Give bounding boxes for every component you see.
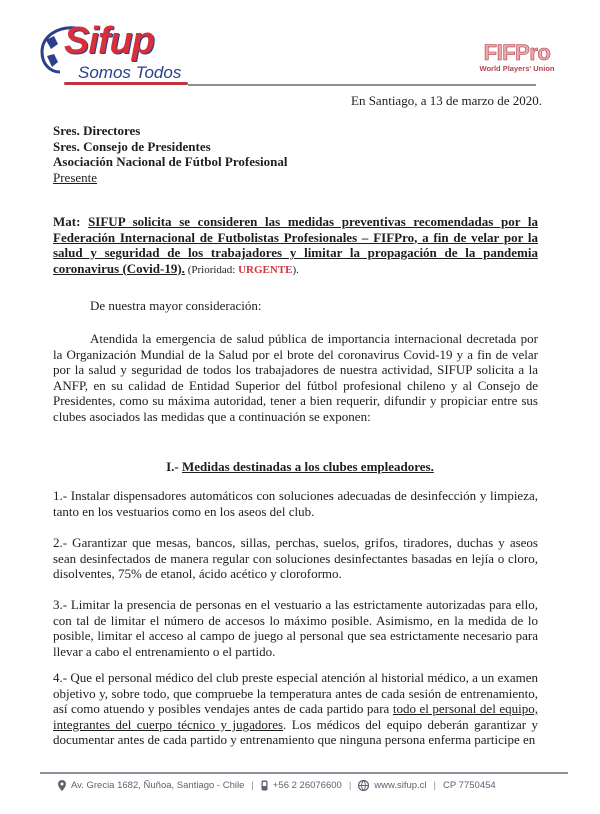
logo-swoosh — [64, 82, 188, 85]
subject-block — [53, 214, 538, 278]
priority-value: URGENTE — [238, 263, 293, 276]
footer-address: Av. Grecia 1682, Ñuñoa, Santiago - Chile — [71, 780, 245, 791]
greeting: De nuestra mayor consideración: — [90, 298, 262, 313]
addressee-line: Sres. Consejo de Presidentes — [53, 138, 211, 154]
measure-item — [53, 670, 538, 748]
section-heading: Medidas destinadas a los clubes empleadores. — [182, 459, 434, 474]
fifpro-logo — [462, 42, 572, 82]
sifup-logo-text: Sifup — [64, 20, 154, 62]
footer-phone: +56 2 26076600 — [272, 780, 342, 791]
footer-divider — [40, 772, 568, 774]
section-number: I.- — [166, 459, 183, 474]
footer-website[interactable]: www.sifup.cl — [374, 780, 427, 791]
sifup-logo — [38, 18, 188, 90]
priority-label: (Prioridad: — [184, 263, 239, 276]
footer-separator: | — [251, 780, 254, 791]
header-divider — [188, 84, 536, 86]
date-line: En Santiago, a 13 de marzo de 2020. — [351, 93, 542, 108]
priority-close: ). — [292, 263, 299, 276]
addressee-line: Sres. Directores — [53, 123, 141, 138]
subject-prefix: Mat: — [53, 214, 89, 229]
footer-postal-code: CP 7750454 — [443, 780, 496, 791]
item-text: 4.- Que el personal médico del club preste especial atención al historial médico, a un examen objetivo y, sobre todo, que compruebe la temperatura antes de cada sesión de entrenamiento, así como atuendo y posibles vendajes antes de cada partido para — [53, 670, 538, 717]
addressee-block — [53, 123, 287, 185]
sifup-tagline: Somos Todos — [78, 63, 182, 82]
measure-item: 2.- Garantizar que mesas, bancos, sillas, perchas, suelos, grifos, tiradores, duchas y aseos sean desinfectados de manera regular con soluciones desinfectantes basadas en lejía o cloro, disolventes, 75% de etanol, ácido acético y cloroformo. — [53, 535, 538, 582]
map-pin-icon — [58, 780, 66, 791]
globe-icon — [358, 780, 369, 791]
measure-item: 3.- Limitar la presencia de personas en el vestuario a las estrictamente autorizadas para ello, con tal de limitar el número de accesos lo máximo posible. Asimismo, en la medida de lo posible, limitar el acceso al campo de juego al personal que sea estrictamente necesario para llevar a cabo el entrenamiento o el partido. — [53, 597, 538, 659]
intro-paragraph: Atendida la emergencia de salud pública de importancia internacional decretada por la Organización Mundial de la Salud por el brote del coronavirus Covid-19 y a fin de velar por la salud y seguridad de todos los trabajadores de nuestra actividad, SIFUP solicita a la ANFP, en su calidad de Entidad Superior del fútbol profesional chileno y al Consejo de Presidentes, como su máxima autoridad, tener a bien requerir, difundir y propiciar entre sus clubes asociados las medidas que a continuación se exponen: — [53, 331, 538, 424]
fifpro-logo-text: FIFPro — [483, 40, 551, 65]
addressee-presente: Presente — [53, 169, 98, 185]
footer — [58, 780, 496, 791]
addressee-line: Asociación Nacional de Fútbol Profesional — [53, 154, 288, 169]
section-title — [0, 459, 600, 475]
subject-text: SIFUP solicita se consideren las medidas preventivas recomendadas por la Federación Internacional de Futbolistas Profesionales – FIFPro, a fin de velar por la salud y seguridad de los trabajadores y limitar la propagación de la pandemia coronavirus (Covid-19). — [53, 214, 538, 276]
fifpro-tagline: World Players' Union — [479, 64, 555, 73]
measure-item: 1.- Instalar dispensadores automáticos con soluciones adecuadas de desinfección y limpieza, tanto en los vestuarios como en los aseos del club. — [53, 488, 538, 519]
footer-separator: | — [433, 780, 437, 791]
item-text: . Los médicos del equipo deberán garantizar y documentar antes de cada partido y entrenamiento que ninguna persona enferma participe en — [53, 716, 539, 748]
footer-separator: | — [348, 780, 352, 791]
phone-icon — [261, 780, 268, 791]
item-text-underlined: todo el personal del equipo, integrantes del cuerpo técnico y jugadores — [53, 701, 538, 732]
